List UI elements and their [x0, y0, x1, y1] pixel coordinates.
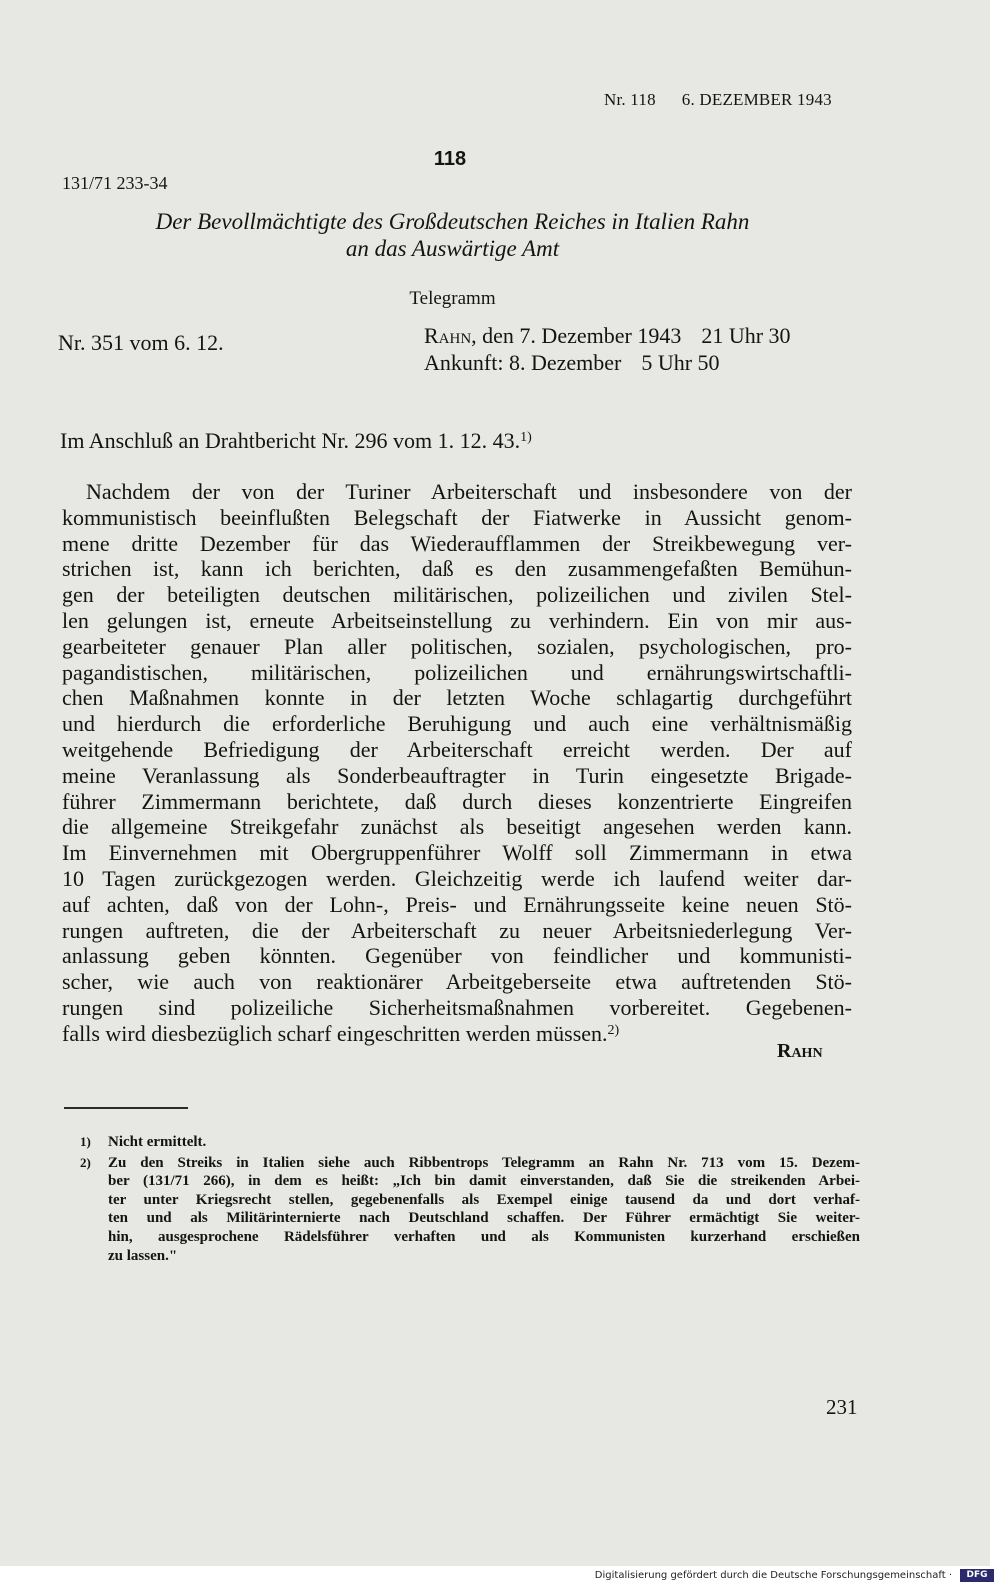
- footnote-line: hin, ausgesprochene Rädelsführer verhaften und als Kommunisten kurzerhand erschießen: [108, 1228, 860, 1245]
- body-line: die allgemeine Streikgefahr zunächst als beseitigt angesehen werden kann.: [62, 814, 852, 840]
- footnote-line: Nicht ermittelt.: [108, 1134, 207, 1150]
- footnote-line: ter unter Kriegsrecht stellen, gegebenenfalls als Exempel einige tausend da und dort verhaf-: [108, 1191, 860, 1208]
- footnote-marker: 2): [80, 1154, 91, 1170]
- document-title-line-1: Der Bevollmächtigte des Großdeutschen Reiches in Italien Rahn: [155, 209, 750, 234]
- document-number: 118: [433, 148, 467, 170]
- body-line: rungen auftreten, die der Arbeiterschaft zu neuer Arbeitsniederlegung Ver-: [62, 917, 852, 943]
- body-line: 10 Tagen zurückgezogen werden. Gleichzeitig werde ich laufend weiter dar-: [62, 865, 852, 891]
- telegram-sender: Rahn: [424, 323, 472, 348]
- document-title-line-2: an das Auswärtige Amt: [345, 236, 560, 261]
- footnote-1: [80, 1133, 860, 1152]
- document-type: Telegramm: [409, 288, 496, 309]
- reference-text: Im Anschluß an Drahtbericht Nr. 296 vom 1. 12. 43.: [60, 428, 521, 453]
- funding-credit-text: Digitalisierung gefördert durch die Deutsche Forschungsgemeinschaft ·: [594, 1570, 952, 1581]
- body-line: weitgehende Befriedigung der Arbeiterschaft erreicht werden. Der auf: [62, 736, 852, 762]
- body-line: meine Veranlassung als Sonderbeauftragter in Turin eingesetzte Brigade-: [62, 762, 852, 788]
- footnotes: [80, 1133, 860, 1265]
- footnote-line: Zu den Streiks in Italien siehe auch Ribbentrops Telegramm an Rahn Nr. 713 vom 15. Dezem-: [108, 1154, 860, 1171]
- telegram-arrival-time: 5 Uhr 50: [641, 350, 720, 375]
- body-line: pagandistischen, militärischen, polizeilichen und ernährungswirtschaftli-: [62, 659, 852, 685]
- body-line: Nachdem der von der Turiner Arbeiterschaft und insbesondere von der: [86, 479, 852, 504]
- footnote-text: [108, 1154, 860, 1266]
- body-line: führer Zimmermann berichtete, daß durch dieses konzentrierte Eingreifen: [62, 788, 852, 814]
- body-line: anlassung geben könnten. Gegenüber von feindlicher und kommunisti-: [62, 943, 852, 969]
- body-line: len gelungen ist, erneute Arbeitseinstellung zu verhindern. Ein von mir aus-: [62, 607, 852, 633]
- footnote-ref-1: 1): [520, 430, 532, 445]
- body-line: auf achten, daß von der Lohn-, Preis- und Ernährungsseite keine neuen Stö-: [62, 891, 852, 917]
- telegram-number: Nr. 351 vom 6. 12.: [58, 330, 224, 355]
- footnote-text: [108, 1133, 860, 1152]
- body-line: chen Maßnahmen konnte in der letzten Woche schlagartig durchgeführt: [62, 685, 852, 711]
- body-line: mene dritte Dezember für das Wiederaufflammen der Streikbewegung ver-: [62, 530, 852, 556]
- body-line: und hierdurch die erforderliche Beruhigung und auch eine verhältnismäßig: [62, 711, 852, 737]
- header-date: 6. DEZEMBER 1943: [681, 90, 832, 109]
- footnote-line: zu lassen.": [108, 1247, 178, 1264]
- telegram-sent-date: , den 7. Dezember 1943: [471, 323, 682, 348]
- telegram-arrival: Ankunft: 8. Dezember: [424, 350, 622, 375]
- body-last-line: [62, 1021, 852, 1047]
- file-reference: 131/71 233-34: [62, 173, 168, 193]
- body-line: kommunistisch beeinflußten Belegschaft der Fiatwerke in Aussicht genom-: [62, 504, 852, 530]
- page-number: 231: [826, 1395, 858, 1419]
- funding-credit-bar: [0, 1566, 1000, 1586]
- body-line: rungen sind polizeiliche Sicherheitsmaßnahmen vorbereitet. Gegebenen-: [62, 994, 852, 1020]
- body-line: strichen ist, kann ich berichten, daß es den zusammengefaßten Bemühun-: [62, 556, 852, 582]
- reference-line: [60, 428, 532, 454]
- footnote-marker: 1): [80, 1134, 91, 1149]
- footnote-divider: [64, 1107, 188, 1109]
- header-doc-ref: Nr. 118: [604, 90, 656, 109]
- telegram-body: [62, 479, 852, 1047]
- footnote-2: [80, 1154, 860, 1266]
- telegram-arrival-info: [424, 350, 720, 376]
- footnote-line: ten und als Militärinternierte nach Deutschland schaffen. Der Führer ermächtigt Sie weiter-: [108, 1210, 860, 1227]
- footnote-ref-2: 2): [607, 1022, 620, 1038]
- body-last-line-text: falls wird diesbezüglich scharf eingeschritten werden müssen.: [62, 1020, 608, 1046]
- telegram-sent-time: 21 Uhr 30: [701, 323, 791, 348]
- running-header: [604, 90, 832, 110]
- telegram-sent-info: [424, 323, 791, 349]
- signature: Rahn: [777, 1040, 823, 1062]
- footnote-line: ber (131/71 266), in dem es heißt: „Ich bin damit einverstanden, daß Sie die streikenden Arbei-: [108, 1173, 860, 1190]
- body-line: scher, wie auch von reaktionärer Arbeitgeberseite etwa auftretenden Stö-: [62, 969, 852, 995]
- body-line: Im Einvernehmen mit Obergruppenführer Wolff soll Zimmermann in etwa: [62, 840, 852, 866]
- body-line: gen der beteiligten deutschen militärischen, polizeilichen und zivilen Stel-: [62, 582, 852, 608]
- body-line: gearbeiteter genauer Plan aller politischen, sozialen, psychologischen, pro-: [62, 633, 852, 659]
- dfg-logo: DFG: [960, 1569, 994, 1582]
